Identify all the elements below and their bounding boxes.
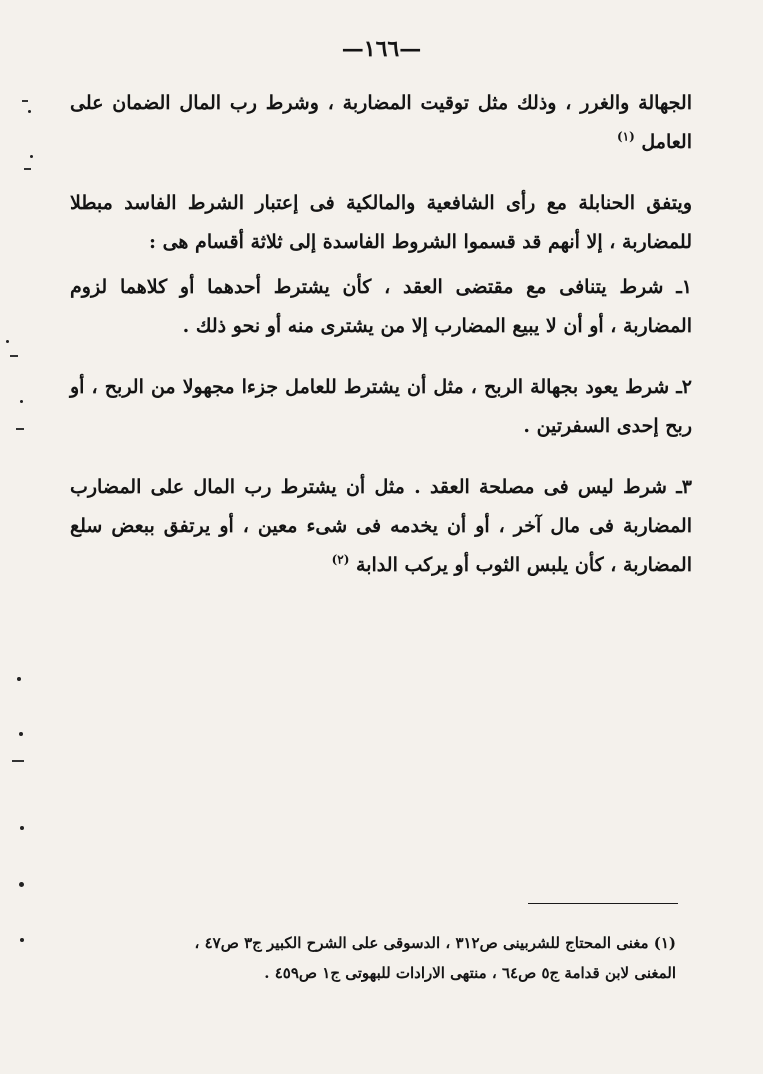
paragraph-3-text: ١ـ شرط يتنافى مع مقتضى العقد ، كأن يشترط أحدهما أو كلاهما لزوم المضاربة ، أو أن لا يبيع المضارب إلا من يشترى منه أو نحو ذلك . [70, 276, 692, 337]
scan-mark [20, 938, 24, 942]
paragraph-4 [70, 368, 692, 446]
scan-mark [10, 355, 18, 357]
paragraph-1 [70, 84, 692, 162]
scan-mark [22, 100, 28, 102]
footnote-ref-2: (٢) [331, 552, 350, 567]
scan-mark [12, 760, 24, 762]
footnotes [150, 928, 676, 988]
paragraph-3 [70, 268, 692, 346]
paragraph-1-text: الجهالة والغرر ، وذلك مثل توقيت المضاربة ، وشرط رب المال الضمان على العامل [70, 92, 692, 153]
footnote-divider [528, 903, 678, 904]
scan-mark [24, 168, 31, 170]
scan-mark [28, 110, 31, 113]
paragraph-5-text: ٣ـ شرط ليس فى مصلحة العقد . مثل أن يشترط رب المال على المضارب المضاربة فى مال آخر ، أو أن يخدمه فى شىء معين ، أو يرتفق ببعض سلع المضاربة ، كأن يلبس الثوب أو يركب الدابة [70, 476, 692, 576]
scan-mark [19, 732, 23, 736]
scan-mark [17, 677, 21, 681]
body-text [70, 84, 692, 585]
paragraph-5 [70, 468, 692, 585]
footnote-ref-1: (١) [616, 129, 635, 144]
paragraph-2-text: ويتفق الحنابلة مع رأى الشافعية والمالكية فى إعتبار الشرط الفاسد مبطلا للمضاربة ، إلا أنهم قد قسموا الشروط الفاسدة إلى ثلاثة أقسام هى : [70, 192, 692, 253]
page-number: —١٦٦— [341, 36, 422, 62]
scan-mark [19, 882, 24, 887]
scan-mark [20, 826, 24, 830]
paragraph-4-text: ٢ـ شرط يعود بجهالة الربح ، مثل أن يشترط للعامل جزءا مجهولا من الربح ، أو ربح إحدى السفرتين . [70, 376, 692, 437]
scan-mark [16, 428, 24, 430]
scan-mark [20, 400, 23, 403]
scan-mark [30, 155, 33, 158]
footnote-line-1: (١) مغنى المحتاج للشربينى ص٣١٢ ، الدسوقى على الشرح الكبير ج٣ ص٤٧ ، [194, 934, 676, 952]
scan-mark [6, 340, 9, 343]
paragraph-2 [70, 184, 692, 262]
footnote-line-2: المغنى لابن قدامة ج٥ ص٦٤ ، منتهى الارادات للبهوتى ج١ ص٤٥٩ . [264, 964, 676, 982]
